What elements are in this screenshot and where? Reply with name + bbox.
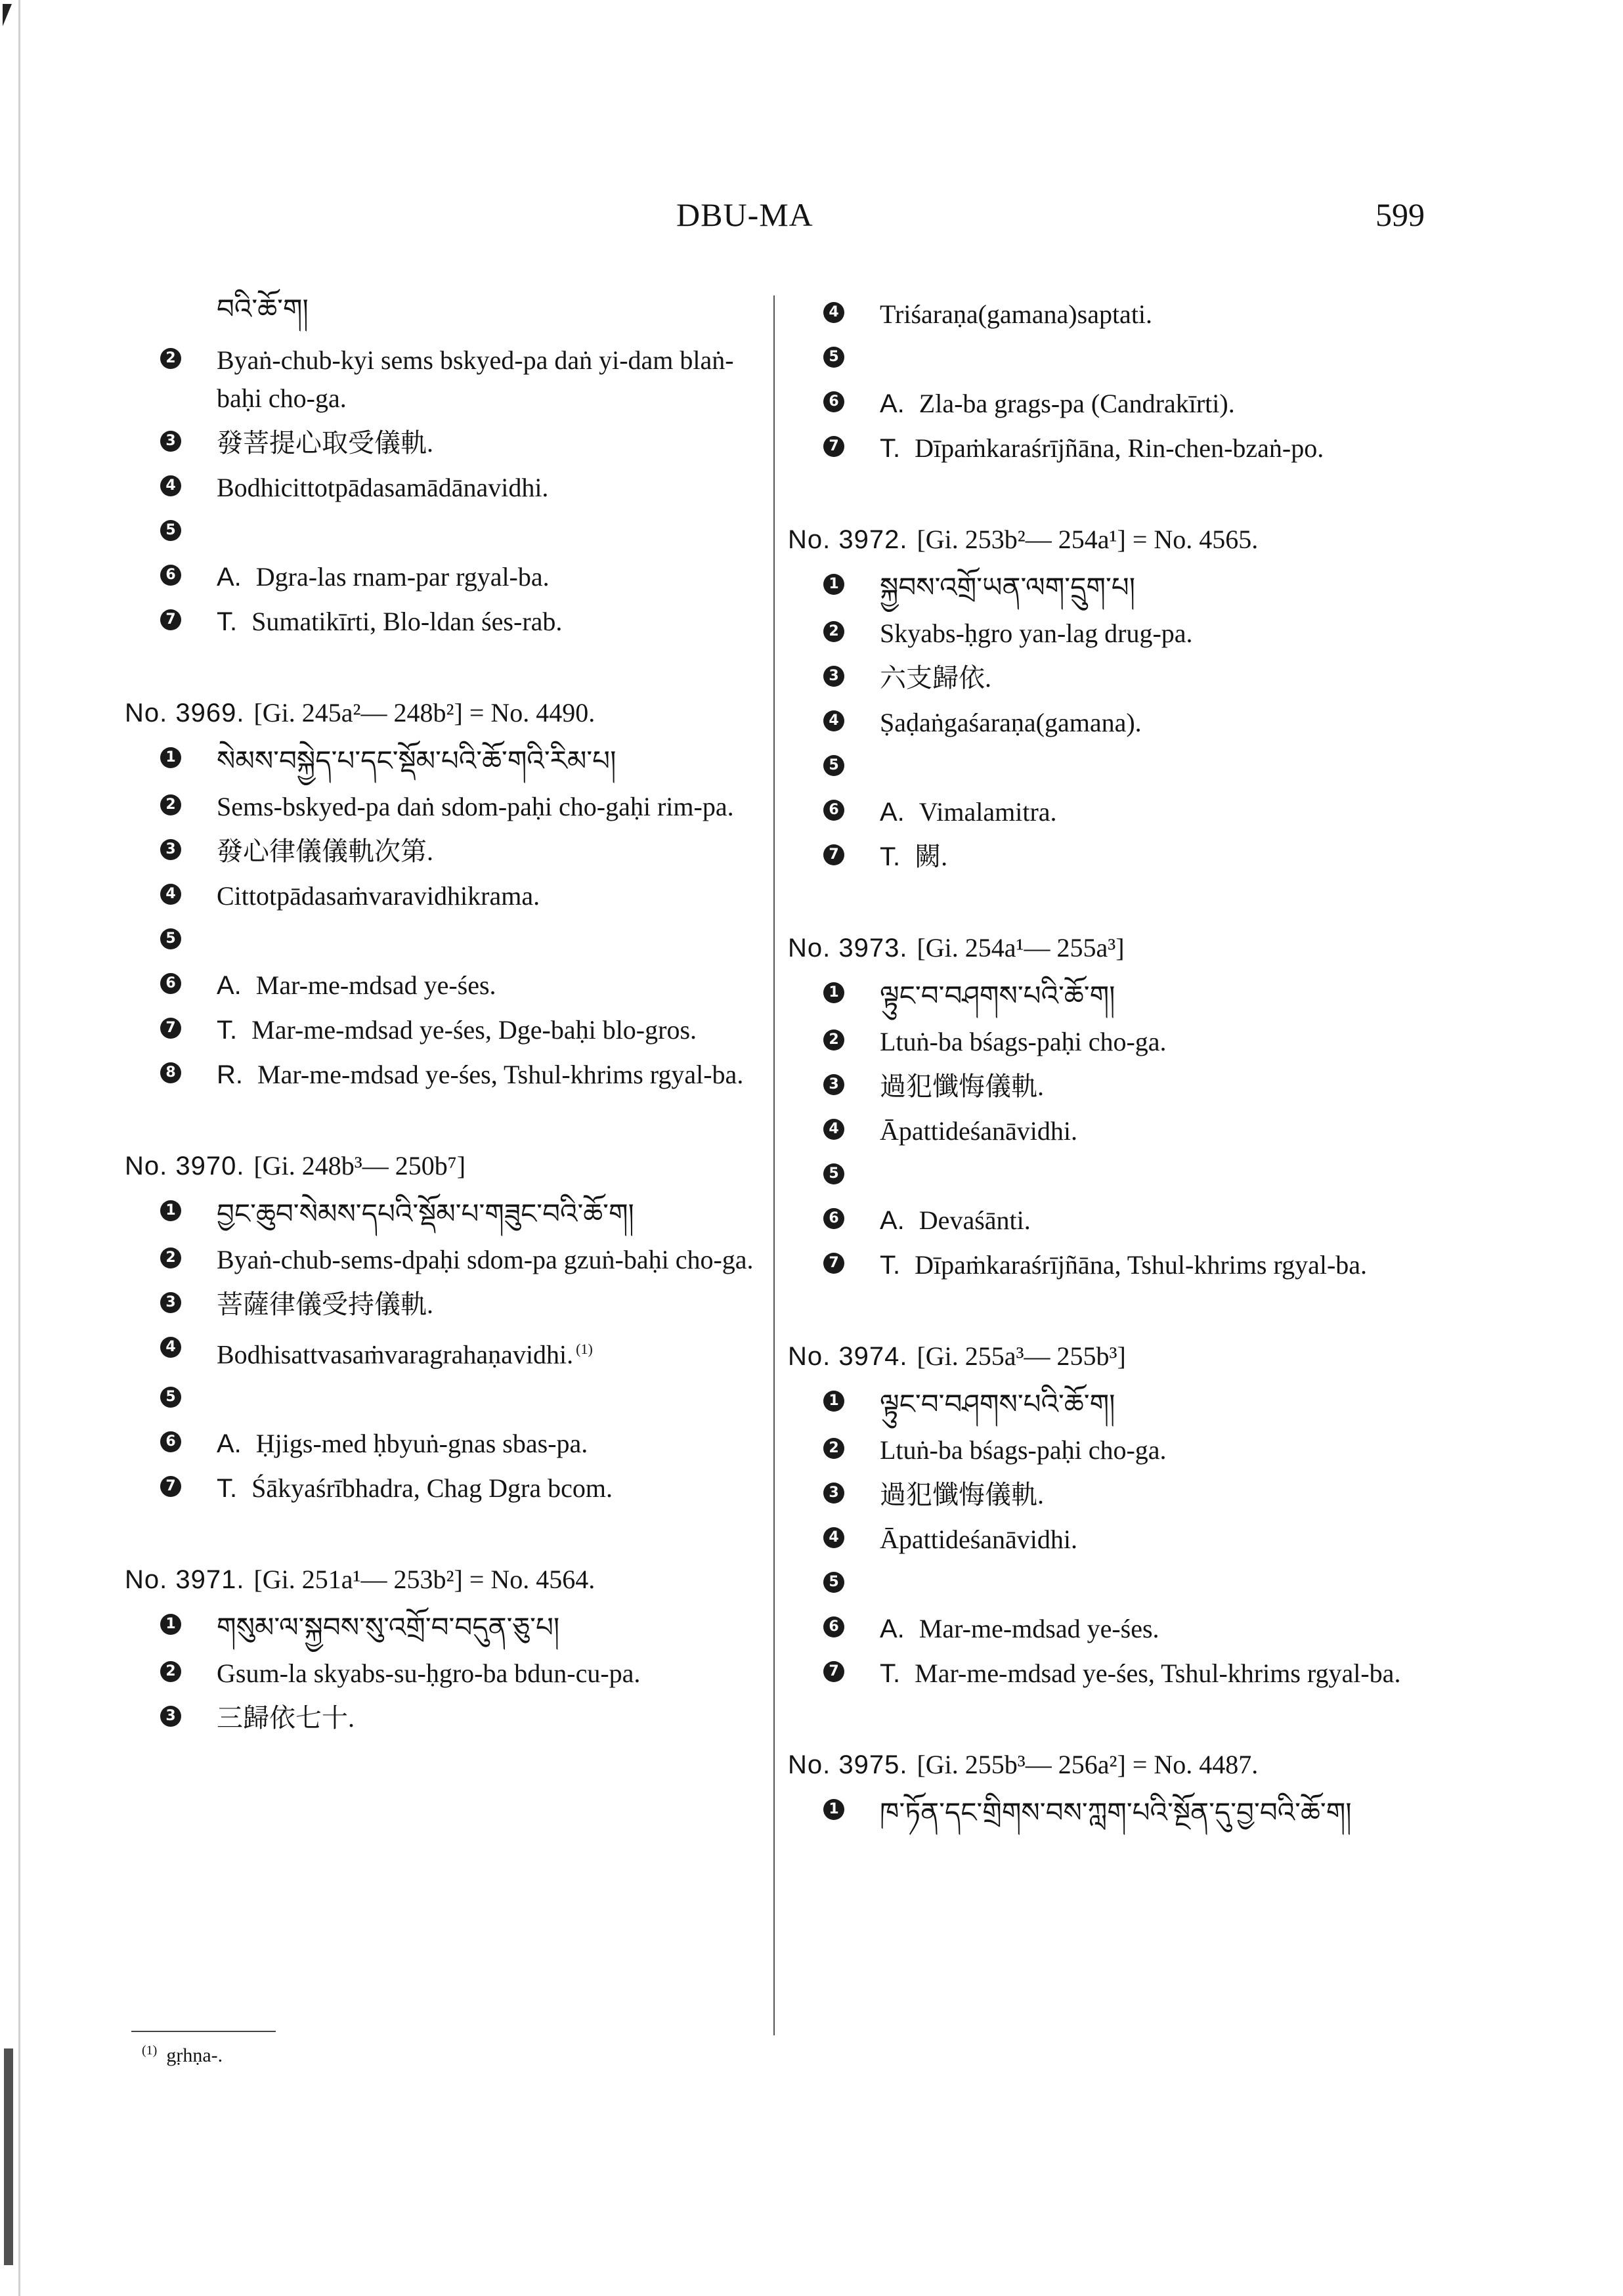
field-2 — [125, 341, 762, 418]
entry-heading — [125, 692, 762, 734]
field-2 — [125, 1655, 762, 1693]
field-number-badge: 1 — [160, 1614, 181, 1635]
field-number-badge: 3 — [823, 1074, 844, 1095]
field-1 — [788, 567, 1431, 608]
field-number-badge: 6 — [160, 1431, 181, 1452]
running-head — [0, 196, 1623, 242]
field-number-badge: 1 — [823, 574, 844, 595]
field-1 — [788, 976, 1431, 1016]
catalogue-entry — [788, 927, 1431, 1284]
field-number-badge: 1 — [823, 1799, 844, 1820]
field-3 — [788, 1068, 1431, 1106]
entry-number: No. 3973. — [788, 934, 908, 963]
tibetan-title: ལྟུང་བ་བཤགས་པའི་ཆོ་ག། — [880, 1388, 1115, 1420]
field-number-badge: 7 — [823, 436, 844, 457]
entry-reference: [Gi. 254a¹— 255a³] — [917, 933, 1125, 963]
role-label: A. — [217, 563, 242, 592]
field-2 — [125, 1241, 762, 1279]
field-2 — [788, 615, 1431, 653]
field-4 — [788, 295, 1431, 334]
entry-heading — [788, 1335, 1431, 1377]
field-7 — [788, 1246, 1431, 1284]
field-text: Mar-me-mdsad ye-śes. — [919, 1614, 1159, 1643]
field-text: Ṣaḍaṅgaśaraṇa(gamana). — [880, 708, 1142, 737]
field-number-badge: 3 — [823, 666, 844, 687]
field-number-badge: 6 — [823, 800, 844, 821]
tibetan-title: གསུམ་ལ་སྐྱབས་སུ་འགྲོ་བ་བདུན་ཅུ་པ། — [217, 1611, 560, 1644]
field-5 — [788, 1565, 1431, 1603]
role-label: A. — [880, 798, 905, 827]
tibetan-title: སེམས་བསྐྱེད་པ་དང་སྡོམ་པའི་ཆོ་གའི་རིམ་པ། — [217, 745, 617, 777]
field-number-badge: 5 — [823, 347, 844, 368]
entry-number: No. 3975. — [788, 1750, 908, 1779]
field-number-badge: 4 — [823, 302, 844, 323]
field-number-badge: 2 — [823, 1029, 844, 1051]
entry-heading — [125, 1145, 762, 1187]
field-3 — [125, 1699, 762, 1737]
footnote — [142, 2043, 223, 2067]
footnote-rule — [131, 2031, 276, 2032]
role-label: A. — [217, 971, 242, 1000]
field-text: Sumatikīrti, Blo-ldan śes-rab. — [251, 607, 563, 636]
role-label: T. — [880, 434, 901, 463]
field-7 — [788, 838, 1431, 876]
field-text: 過犯懺悔儀軌. — [880, 1480, 1044, 1509]
field-number-badge: 3 — [823, 1483, 844, 1504]
field-number-badge: 3 — [160, 1706, 181, 1727]
footnote-text: gṛhṇa-. — [166, 2045, 223, 2066]
entry-number: No. 3972. — [788, 525, 908, 554]
field-1 — [125, 741, 762, 781]
entry-heading — [125, 1559, 762, 1601]
field-number-badge: 6 — [823, 1616, 844, 1637]
scan-edge-line — [18, 0, 20, 2296]
field-7 — [788, 429, 1431, 467]
field-2 — [788, 1431, 1431, 1469]
field-3 — [788, 1476, 1431, 1514]
field-number-badge: 7 — [160, 609, 181, 630]
field-text: 闕. — [915, 842, 948, 871]
field-7 — [788, 1655, 1431, 1693]
field-number-badge: 6 — [160, 973, 181, 994]
field-text: Mar-me-mdsad ye-śes. — [255, 970, 496, 1000]
field-text: Gsum-la skyabs-su-ḥgro-ba bdun-cu-pa. — [217, 1658, 641, 1689]
field-number-badge: 2 — [160, 794, 181, 815]
field-5 — [788, 1157, 1431, 1195]
entry-reference: [Gi. 251a¹— 253b²] = No. 4564. — [253, 1565, 595, 1595]
entry-number: No. 3974. — [788, 1342, 908, 1371]
field-7 — [125, 603, 762, 641]
field-number-badge: 5 — [160, 1387, 181, 1408]
field-6 — [125, 558, 762, 596]
field-text: Ḥjigs-med ḥbyuṅ-gnas sbas-pa. — [255, 1429, 588, 1459]
entry-reference: [Gi. 253b²— 254a¹] = No. 4565. — [917, 525, 1259, 554]
tibetan-title: བྱང་ཆུབ་སེམས་དཔའི་སྡོམ་པ་གཟུང་བའི་ཆོ་ག། — [217, 1198, 634, 1230]
field-2 — [125, 788, 762, 826]
role-label: T. — [880, 1659, 901, 1688]
field-number-badge: 3 — [160, 1292, 181, 1313]
field-6 — [788, 385, 1431, 423]
field-text: Bodhicittotpādasamādānavidhi. — [217, 473, 549, 502]
field-6 — [125, 966, 762, 1005]
field-text: Ltuṅ-ba bśags-paḥi cho-ga. — [880, 1027, 1167, 1056]
tibetan-title-continuation: བའི་ཆོ་ག། — [217, 293, 309, 325]
field-7 — [125, 1011, 762, 1049]
field-number-badge: 4 — [823, 1119, 844, 1140]
entry-reference: [Gi. 255a³— 255b³] — [917, 1341, 1126, 1371]
field-text: Dgra-las rnam-par rgyal-ba. — [255, 562, 550, 592]
field-1 — [125, 1607, 762, 1648]
field-3 — [125, 424, 762, 462]
entry-heading — [788, 519, 1431, 561]
field-2 — [788, 1023, 1431, 1061]
left-column — [125, 289, 762, 1788]
scan-edge-bar — [4, 2048, 13, 2265]
field-text: Byaṅ-chub-sems-dpaḥi sdom-pa gzuṅ-baḥi cho-ga. — [217, 1245, 754, 1274]
field-text: Dīpaṁkaraśrījñāna, Tshul-khrims rgyal-ba. — [915, 1250, 1368, 1280]
field-4 — [788, 1112, 1431, 1150]
entry-reference: [Gi. 255b³— 256a²] = No. 4487. — [917, 1750, 1259, 1779]
field-number-badge: 2 — [823, 621, 844, 642]
role-label: A. — [217, 1429, 242, 1459]
field-number-badge: 6 — [823, 391, 844, 412]
continued-entry — [125, 289, 762, 641]
field-3 — [788, 659, 1431, 697]
role-label: T. — [217, 1474, 238, 1504]
field-text: 三歸依七十. — [217, 1703, 355, 1733]
field-8 — [125, 1056, 762, 1094]
entry-number: No. 3970. — [125, 1152, 245, 1180]
field-1 — [788, 1792, 1431, 1833]
field-number-badge: 4 — [160, 884, 181, 905]
field-text: Skyabs-ḥgro yan-lag drug-pa. — [880, 618, 1193, 648]
field-number-badge: 7 — [160, 1476, 181, 1497]
catalogue-entry — [125, 1559, 762, 1737]
catalogue-entry — [125, 692, 762, 1094]
field-text: 發菩提心取受儀軌. — [217, 428, 433, 458]
continued-entry — [788, 295, 1431, 467]
field-number-badge: 2 — [160, 348, 181, 369]
field-4 — [788, 704, 1431, 742]
field-number-badge: 1 — [160, 1200, 181, 1221]
field-text: 菩薩律儀受持儀軌. — [217, 1289, 433, 1319]
field-number-badge: 8 — [160, 1062, 181, 1083]
field-text: 發心律儀儀軌次第. — [217, 836, 433, 866]
field-number-badge: 3 — [160, 431, 181, 452]
field-6 — [788, 1610, 1431, 1648]
right-column — [788, 289, 1431, 1884]
field-3 — [125, 1286, 762, 1324]
field-text: Cittotpādasaṁvaravidhikrama. — [217, 881, 540, 911]
entry-reference: [Gi. 245a²— 248b²] = No. 4490. — [253, 698, 595, 727]
field-text: 六支歸依. — [880, 663, 991, 693]
field-number-badge: 1 — [823, 1391, 844, 1412]
role-label: A. — [880, 1206, 905, 1235]
field-number-badge: 2 — [160, 1247, 181, 1268]
field-text: Mar-me-mdsad ye-śes, Tshul-khrims rgyal-ba. — [257, 1060, 744, 1089]
field-text: Śākyaśrībhadra, Chag Dgra bcom. — [251, 1473, 613, 1504]
entry-reference: [Gi. 248b³— 250b⁷] — [253, 1151, 466, 1180]
field-number-badge: 2 — [823, 1438, 844, 1459]
field-number-badge: 5 — [823, 755, 844, 776]
footnote-mark: (1) — [142, 2043, 158, 2058]
entry-heading — [788, 1744, 1431, 1786]
field-5 — [125, 922, 762, 960]
catalogue-entry — [788, 519, 1431, 876]
field-number-badge: 6 — [823, 1208, 844, 1229]
role-label: T. — [880, 842, 901, 871]
field-text: Sems-bskyed-pa daṅ sdom-paḥi cho-gaḥi rim-pa. — [217, 792, 734, 821]
field-number-badge: 7 — [823, 1253, 844, 1274]
field-text: Ltuṅ-ba bśags-paḥi cho-ga. — [880, 1435, 1167, 1465]
field-6 — [125, 1425, 762, 1463]
section-title: DBU-MA — [676, 196, 813, 233]
field-1 — [125, 1194, 762, 1234]
footnote-reference: (1) — [576, 1341, 593, 1357]
field-number-badge: 1 — [160, 747, 181, 768]
field-number-badge: 7 — [160, 1018, 181, 1039]
field-5 — [788, 340, 1431, 378]
tibetan-title: སྐྱབས་འགྲོ་ཡན་ལག་དྲུག་པ། — [880, 571, 1136, 603]
field-number-badge: 7 — [823, 844, 844, 865]
field-6 — [788, 1202, 1431, 1240]
field-5 — [125, 1380, 762, 1418]
role-label: T. — [217, 607, 238, 636]
role-label: R. — [217, 1060, 243, 1089]
field-7 — [125, 1469, 762, 1507]
field-number-badge: 1 — [823, 982, 844, 1003]
field-number-badge: 5 — [823, 1572, 844, 1593]
field-5 — [788, 748, 1431, 787]
field-text: Āpattideśanāvidhi. — [880, 1116, 1078, 1146]
field-number-badge: 4 — [823, 1527, 844, 1548]
field-6 — [788, 793, 1431, 831]
catalogue-entry — [788, 1335, 1431, 1693]
field-number-badge: 6 — [160, 565, 181, 586]
field-text: Devaśānti. — [919, 1205, 1031, 1235]
role-label: A. — [880, 1614, 905, 1643]
field-text: Zla-ba grags-pa (Candrakīrti). — [919, 389, 1235, 418]
field-5 — [125, 513, 762, 552]
field-3 — [125, 833, 762, 871]
column-divider — [773, 295, 775, 2035]
field-4 — [125, 877, 762, 915]
field-text: Mar-me-mdsad ye-śes, Dge-baḥi blo-gros. — [251, 1015, 697, 1045]
page-number: 599 — [1375, 196, 1425, 233]
field-number-badge: 5 — [160, 928, 181, 949]
catalogue-entry — [788, 1744, 1431, 1833]
field-number-badge: 7 — [823, 1661, 844, 1682]
field-number-badge: 3 — [160, 839, 181, 860]
catalogue-entry — [125, 1145, 762, 1507]
entry-number: No. 3969. — [125, 699, 245, 727]
field-4 — [125, 469, 762, 507]
field-text: Mar-me-mdsad ye-śes, Tshul-khrims rgyal-ba. — [915, 1658, 1401, 1688]
field-number-badge: 2 — [160, 1661, 181, 1682]
entry-heading — [788, 927, 1431, 969]
field-text: Dīpaṁkaraśrījñāna, Rin-chen-bzaṅ-po. — [915, 433, 1324, 463]
tibetan-title: ལྟུང་བ་བཤགས་པའི་ཆོ་ག། — [880, 980, 1115, 1012]
field-1 — [788, 1384, 1431, 1425]
field-number-badge: 5 — [160, 520, 181, 541]
entry-number: No. 3971. — [125, 1565, 245, 1595]
role-label: T. — [880, 1251, 901, 1280]
field-4 — [788, 1521, 1431, 1559]
field-text: Byaṅ-chub-kyi sems bskyed-pa daṅ yi-dam blaṅ-baḥi cho-ga. — [217, 345, 734, 413]
role-label: T. — [217, 1016, 238, 1045]
role-label: A. — [880, 389, 905, 418]
tibetan-title: ཁ་ཏོན་དང་གྲིགས་བས་ཀླག་པའི་སྔོན་དུ་བྱ་བའི་ཆོ་ག། — [880, 1796, 1352, 1829]
field-text: Vimalamitra. — [919, 797, 1057, 827]
field-text: 過犯懺悔儀軌. — [880, 1072, 1044, 1101]
scan-corner-mark — [3, 4, 12, 26]
field-number-badge: 4 — [823, 710, 844, 731]
field-text: Bodhisattvasaṁvaragrahaṇavidhi. — [217, 1339, 574, 1370]
field-4 — [125, 1330, 762, 1374]
field-text: Āpattideśanāvidhi. — [880, 1525, 1078, 1554]
field-number-badge: 5 — [823, 1163, 844, 1184]
field-text: Triśaraṇa(gamana)saptati. — [880, 299, 1153, 329]
field-number-badge: 4 — [160, 1337, 181, 1358]
field-number-badge: 4 — [160, 475, 181, 496]
